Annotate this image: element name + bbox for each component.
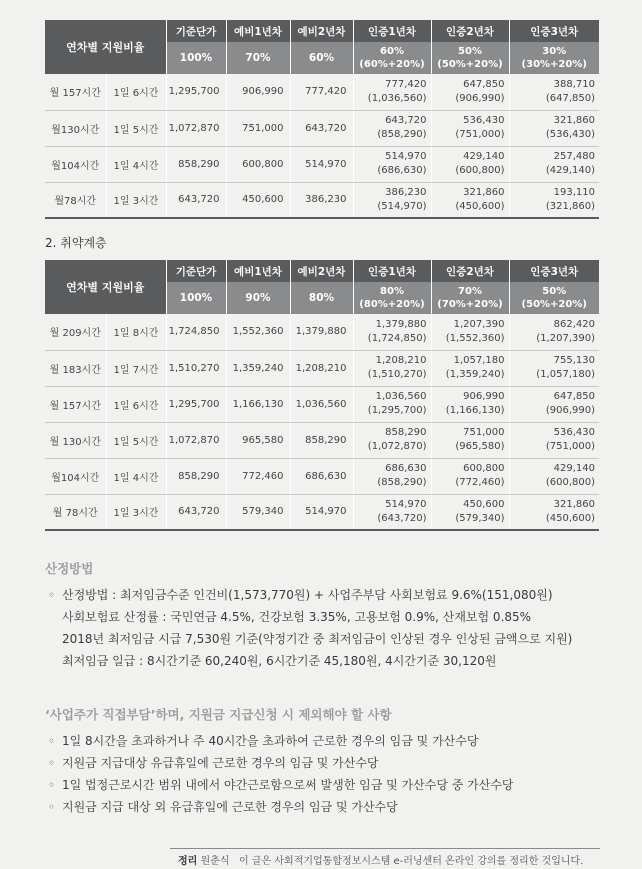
table-corner-label: 연차별 지원비율 <box>45 20 166 74</box>
bullet-icon: ◦ <box>48 756 56 770</box>
value-cell: 450,600 <box>226 182 290 218</box>
bullet-icon: ◦ <box>48 588 56 602</box>
support-rate-table-general <box>45 20 599 219</box>
table-body <box>45 314 599 530</box>
column-header: 예비1년차 <box>226 20 290 42</box>
row-daily-hours: 1일 3시간 <box>106 494 166 530</box>
rate-cell: 50% (50%+20%) <box>509 282 599 314</box>
rate-cell: 80% <box>290 282 353 314</box>
table-row <box>45 494 599 530</box>
value-cell: 906,990 <box>226 74 290 110</box>
table-row <box>45 422 599 458</box>
section-title-vulnerable: 2. 취약계층 <box>45 236 107 250</box>
list-item-text: 1일 8시간을 초과하거나 주 40시간을 초과하여 근로한 경우의 임금 및 가산수당 <box>62 734 479 748</box>
value-cell: 1,379,880 <box>290 314 353 350</box>
value-cell: 1,208,210 <box>290 350 353 386</box>
list-item <box>48 628 572 650</box>
row-monthly-hours: 월78시간 <box>45 182 106 218</box>
value-cell: 647,850 (906,990) <box>431 74 509 110</box>
rate-cell: 60% (60%+20%) <box>353 42 431 74</box>
exclusion-heading: ‘사업주가 직접부담’하며, 지원금 지급신청 시 제외해야 할 사항 <box>45 707 392 722</box>
value-cell: 321,860 (450,600) <box>509 494 599 530</box>
list-item-text: 1일 법정근로시간 범위 내에서 야간근로함으로써 발생한 임금 및 가산수당 중 가산수당 <box>62 778 514 792</box>
bullet-icon: ◦ <box>48 800 56 814</box>
value-cell: 686,630 (858,290) <box>353 458 431 494</box>
calc-method-list <box>48 584 572 672</box>
footer-label: 정리 <box>178 856 198 867</box>
value-cell: 643,720 <box>166 182 226 218</box>
value-cell: 386,230 (514,970) <box>353 182 431 218</box>
value-cell: 906,990 (1,166,130) <box>431 386 509 422</box>
row-daily-hours: 1일 7시간 <box>106 350 166 386</box>
value-cell: 1,036,560 (1,295,700) <box>353 386 431 422</box>
value-cell: 1,072,870 <box>166 422 226 458</box>
table-row <box>45 74 599 110</box>
list-item <box>48 796 514 818</box>
value-cell: 1,208,210 (1,510,270) <box>353 350 431 386</box>
column-header: 기준단가 <box>166 260 226 282</box>
rate-cell: 100% <box>166 42 226 74</box>
row-monthly-hours: 월 209시간 <box>45 314 106 350</box>
value-cell: 858,290 <box>166 458 226 494</box>
row-daily-hours: 1일 4시간 <box>106 146 166 182</box>
rate-cell: 60% <box>290 42 353 74</box>
footer-note: 이 글은 사회적기업통합정보시스템 e-러닝센터 온라인 강의를 정리한 것입니다. <box>239 856 584 867</box>
column-header: 인증2년차 <box>431 20 509 42</box>
value-cell: 647,850 (906,990) <box>509 386 599 422</box>
value-cell: 536,430 (751,000) <box>509 422 599 458</box>
value-cell: 858,290 <box>166 146 226 182</box>
value-cell: 579,340 <box>226 494 290 530</box>
row-daily-hours: 1일 5시간 <box>106 110 166 146</box>
row-daily-hours: 1일 5시간 <box>106 422 166 458</box>
value-cell: 193,110 (321,860) <box>509 182 599 218</box>
value-cell: 1,359,240 <box>226 350 290 386</box>
rate-cell: 90% <box>226 282 290 314</box>
row-monthly-hours: 월104시간 <box>45 146 106 182</box>
list-item <box>48 584 572 606</box>
value-cell: 1,510,270 <box>166 350 226 386</box>
footer-credit <box>178 852 583 867</box>
value-cell: 429,140 (600,800) <box>431 146 509 182</box>
value-cell: 514,970 (686,630) <box>353 146 431 182</box>
value-cell: 1,207,390 (1,552,360) <box>431 314 509 350</box>
column-header: 인증3년차 <box>509 260 599 282</box>
value-cell: 777,420 (1,036,560) <box>353 74 431 110</box>
value-cell: 1,552,360 <box>226 314 290 350</box>
row-monthly-hours: 월 130시간 <box>45 422 106 458</box>
column-header: 인증1년차 <box>353 260 431 282</box>
value-cell: 514,970 (643,720) <box>353 494 431 530</box>
value-cell: 643,720 <box>290 110 353 146</box>
table-row <box>45 110 599 146</box>
value-cell: 965,580 <box>226 422 290 458</box>
table-row <box>45 458 599 494</box>
column-header: 인증2년차 <box>431 260 509 282</box>
list-item-text: 2018년 최저임금 시급 7,530원 기준(약정기간 중 최저임금이 인상된 경우 인상된 금액으로 지원) <box>62 632 573 646</box>
list-item <box>48 774 514 796</box>
rate-cell: 30% (30%+20%) <box>509 42 599 74</box>
value-cell: 450,600 (579,340) <box>431 494 509 530</box>
value-cell: 686,630 <box>290 458 353 494</box>
rate-cell: 50% (50%+20%) <box>431 42 509 74</box>
row-daily-hours: 1일 6시간 <box>106 386 166 422</box>
column-header: 예비1년차 <box>226 260 290 282</box>
row-daily-hours: 1일 4시간 <box>106 458 166 494</box>
value-cell: 321,860 (536,430) <box>509 110 599 146</box>
column-header: 예비2년차 <box>290 20 353 42</box>
row-monthly-hours: 월 78시간 <box>45 494 106 530</box>
column-header: 인증1년차 <box>353 20 431 42</box>
column-header: 예비2년차 <box>290 260 353 282</box>
list-item <box>48 606 572 628</box>
list-item <box>48 730 514 752</box>
table-row <box>45 386 599 422</box>
value-cell: 858,290 (1,072,870) <box>353 422 431 458</box>
row-monthly-hours: 월 183시간 <box>45 350 106 386</box>
value-cell: 1,379,880 (1,724,850) <box>353 314 431 350</box>
list-item-text: 지원금 지급 대상 외 유급휴일에 근로한 경우의 임금 및 가산수당 <box>62 800 398 814</box>
list-item <box>48 650 572 672</box>
list-item-text: 최저임금 일급 : 8시간기준 60,240원, 6시간기준 45,180원, 4시간기준 30,120원 <box>62 654 497 668</box>
row-monthly-hours: 월104시간 <box>45 458 106 494</box>
support-rate-table-vulnerable <box>45 260 599 531</box>
value-cell: 777,420 <box>290 74 353 110</box>
value-cell: 600,800 (772,460) <box>431 458 509 494</box>
value-cell: 1,295,700 <box>166 386 226 422</box>
value-cell: 429,140 (600,800) <box>509 458 599 494</box>
footer-divider <box>170 848 600 849</box>
rate-cell: 70% (70%+20%) <box>431 282 509 314</box>
table-row <box>45 146 599 182</box>
value-cell: 1,072,870 <box>166 110 226 146</box>
value-cell: 321,860 (450,600) <box>431 182 509 218</box>
value-cell: 1,724,850 <box>166 314 226 350</box>
row-daily-hours: 1일 8시간 <box>106 314 166 350</box>
table-corner-label: 연차별 지원비율 <box>45 260 166 314</box>
table-body <box>45 74 599 218</box>
column-header: 기준단가 <box>166 20 226 42</box>
table-row <box>45 350 599 386</box>
value-cell: 1,166,130 <box>226 386 290 422</box>
row-monthly-hours: 월130시간 <box>45 110 106 146</box>
rate-cell: 70% <box>226 42 290 74</box>
value-cell: 514,970 <box>290 494 353 530</box>
value-cell: 643,720 (858,290) <box>353 110 431 146</box>
value-cell: 514,970 <box>290 146 353 182</box>
value-cell: 755,130 (1,057,180) <box>509 350 599 386</box>
table-row <box>45 314 599 350</box>
bullet-icon: ◦ <box>48 778 56 792</box>
row-monthly-hours: 월 157시간 <box>45 386 106 422</box>
value-cell: 862,420 (1,207,390) <box>509 314 599 350</box>
value-cell: 600,800 <box>226 146 290 182</box>
column-header: 인증3년차 <box>509 20 599 42</box>
value-cell: 751,000 <box>226 110 290 146</box>
rate-cell: 100% <box>166 282 226 314</box>
list-item-text: 산정방법 : 최저임금수준 인건비(1,573,770원) + 사업주부담 사회보험료 9.6%(151,080원) <box>62 588 553 602</box>
row-monthly-hours: 월 157시간 <box>45 74 106 110</box>
row-daily-hours: 1일 3시간 <box>106 182 166 218</box>
value-cell: 386,230 <box>290 182 353 218</box>
value-cell: 536,430 (751,000) <box>431 110 509 146</box>
list-item-text: 지원금 지급대상 유급휴일에 근로한 경우의 임금 및 가산수당 <box>62 756 379 770</box>
exclusion-list <box>48 730 514 818</box>
calc-method-heading: 산정방법 <box>45 561 94 576</box>
value-cell: 858,290 <box>290 422 353 458</box>
footer-author: 원춘식 <box>200 856 230 867</box>
list-item-text: 사회보험료 산정률 : 국민연금 4.5%, 건강보험 3.35%, 고용보험 0.9%, 산재보험 0.85% <box>62 610 532 624</box>
rate-cell: 80% (80%+20%) <box>353 282 431 314</box>
list-item <box>48 752 514 774</box>
value-cell: 751,000 (965,580) <box>431 422 509 458</box>
bullet-icon: ◦ <box>48 734 56 748</box>
value-cell: 643,720 <box>166 494 226 530</box>
value-cell: 257,480 (429,140) <box>509 146 599 182</box>
value-cell: 772,460 <box>226 458 290 494</box>
value-cell: 1,057,180 (1,359,240) <box>431 350 509 386</box>
row-daily-hours: 1일 6시간 <box>106 74 166 110</box>
value-cell: 388,710 (647,850) <box>509 74 599 110</box>
value-cell: 1,295,700 <box>166 74 226 110</box>
value-cell: 1,036,560 <box>290 386 353 422</box>
table-row <box>45 182 599 218</box>
